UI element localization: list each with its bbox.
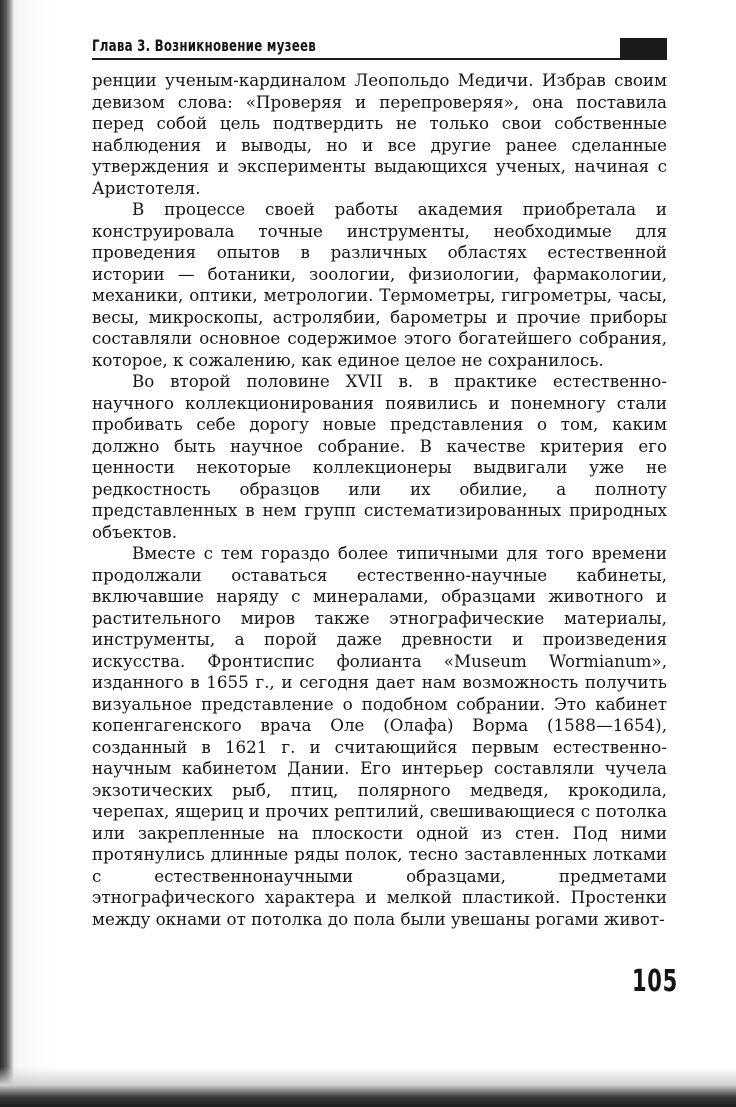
paragraph-4: Вместе с тем гораздо более типичными для того времени продолжали оставаться естественно-научные кабинеты, включавшие наряду с минералами, образцами животного и растительного миров также этнографические материалы, инструменты, а порой даже древности и произведения искусства. Фронтиспис фолианта «Museum Wormianum», изданного в 1655 г., и сегодня дает нам возможность получить визуальное представление о подобном собрании. Это кабинет копенгагенского врача Оле (Олафа) Ворма (1588—1654), созданный в 1621 г. и считающийся первым естественно-научным кабинетом Дании. Его интерьер составляли чучела экзотических рыб, птиц, полярного медведя, крокодила, черепах, ящериц и прочих рептилий, свешивающиеся с потолка или закрепленные на плоскости одной из стен. Под ними протянулись длинные ряды полок, тесно заставленных лотками с естественнонаучными образцами, предметами этнографического характера и мелкой пластикой. Простенки между окнами от потолка до пола были увешаны рогами живот- [92,543,667,929]
paragraph-2: В процессе своей работы академия приобретала и конструировала точные инструменты, необходимые для проведения опытов в различных областях естественной истории — ботаники, зоологии, физиологии, фармакологии, механики, оптики, метрологии. Термометры, гигрометры, часы, весы, микроскопы, астролябии, барометры и прочие приборы составляли основное содержимое этого богатейшего собрания, которое, к сожалению, как единое целое не сохранилось. [92,199,667,370]
body-text [92,70,667,930]
binding-shadow [0,0,14,1107]
running-head: Глава 3. Возникновение музеев [92,36,316,55]
page-header [92,30,667,62]
page-number: 105 [632,964,678,999]
bottom-edge-shadow [0,1067,736,1107]
paragraph-1: ренции ученым-кардиналом Леопольдо Медичи. Избрав своим девизом слова: «Проверяя и перепроверяя», она поставила перед собой цель подтвердить не только свои собственные наблюдения и выводы, но и все другие ранее сделанные утверждения и эксперименты выдающихся ученых, начиная с Аристотеля. [92,70,667,198]
paragraph-3: Во второй половине XVII в. в практике естественно-научного коллекционирования появились и понемногу стали пробивать себе дорогу новые представления о том, каким должно быть научное собрание. В качестве критерия его ценности некоторые коллекционеры выдвигали уже не редкостность образцов или их обилие, а полноту представленных в нем групп систематизированных природных объектов. [92,371,667,542]
header-block-mark [620,38,667,58]
header-rule [92,58,667,60]
